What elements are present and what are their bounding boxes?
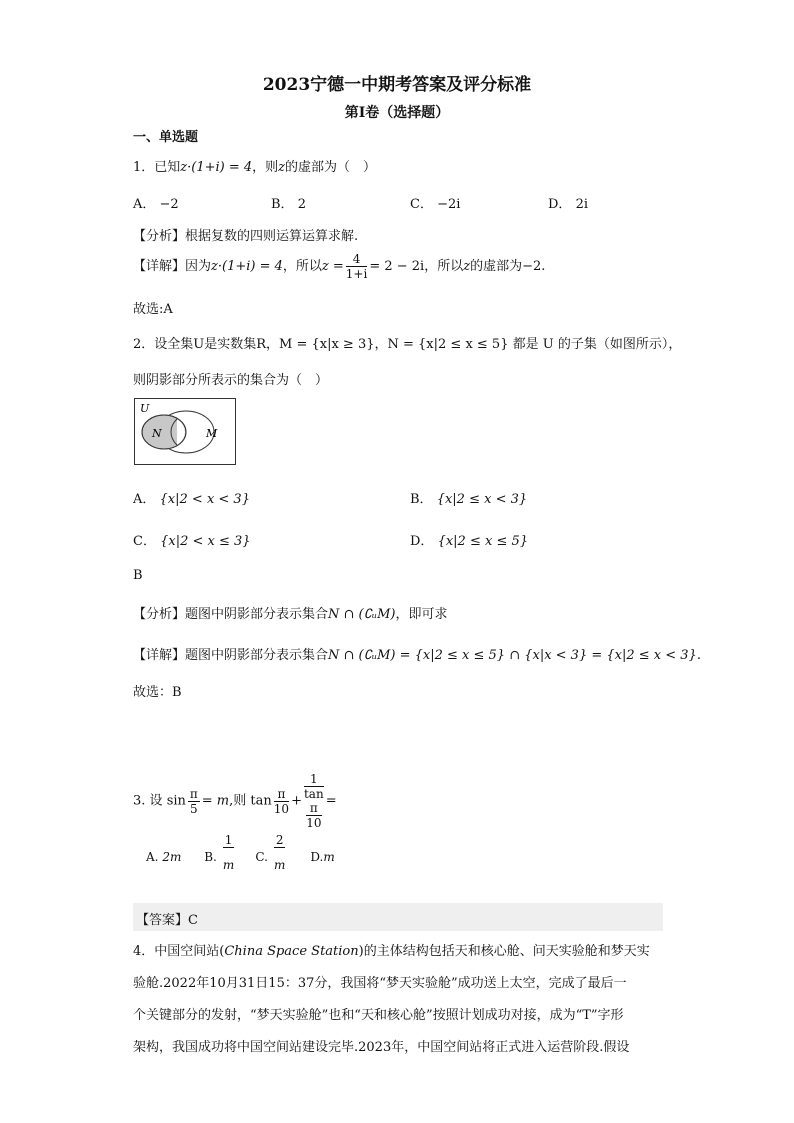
fraction-numerator: 4: [346, 252, 368, 267]
q3-option-d: [310, 850, 334, 864]
q3-answer: 【答案】C: [136, 913, 198, 928]
q4-line2: 验舱.2022年10月31日15：37分，我国将“梦天实验舱”成功送上太空，完成了最后一: [133, 976, 627, 991]
q4-line4: 架构，我国成功将中国空间站建设完毕.2023年，中国空间站将正式进入运营阶段.假设: [133, 1040, 630, 1055]
q2-analysis-suffix: ，即可求: [395, 607, 448, 622]
q3-eq-m: = m: [201, 793, 230, 809]
q1-stem-variable: z: [278, 160, 286, 175]
venn-label-n: N: [152, 427, 162, 440]
fraction-numerator: 1: [304, 772, 324, 787]
option-text: {x|2 ≤ x ≤ 5}: [437, 534, 529, 549]
fraction-denominator: 5: [190, 801, 198, 816]
fraction-denominator: [304, 787, 324, 830]
q2-detail-prefix: 【详解】题图中阴影部分表示集合: [133, 648, 329, 663]
option-text: 2m: [162, 850, 182, 864]
fraction-denominator: m: [222, 858, 235, 872]
q1-analysis: 【分析】根据复数的四则运算运算求解.: [133, 229, 359, 244]
q2-option-c: [133, 530, 251, 549]
option-text: 2: [297, 197, 306, 212]
option-letter: B．: [410, 492, 433, 507]
q3-plus: +: [291, 793, 302, 809]
q3-then: ,则: [229, 793, 247, 809]
q2-detail-expression: N ∩ (∁ᵤM) = {x|2 ≤ x ≤ 5} ∩ {x|x < 3} = {x|2 ≤ x < 3}.: [328, 648, 701, 663]
section-heading: 一、单选题: [133, 130, 199, 145]
option-letter: D．: [548, 197, 572, 212]
q1-option-d: [548, 193, 588, 212]
option-text: m: [323, 850, 335, 864]
option-letter: C．: [410, 197, 433, 212]
q3-option-a: [146, 850, 181, 864]
q3-stem-prefix: 3. 设: [133, 793, 163, 809]
q2-stem-line2: 则阴影部分所表示的集合为（ ）: [133, 373, 329, 388]
option-letter: C.: [255, 850, 268, 864]
q3-equals: =: [325, 793, 337, 809]
q4-line1: [133, 940, 650, 959]
q3-tan-den: tan: [303, 787, 324, 801]
q3-options: [146, 833, 335, 882]
q1-detail-mid2: ，所以: [424, 259, 464, 274]
q1-detail-prefix: 【详解】因为: [133, 259, 212, 274]
fraction-numerator: π: [274, 787, 289, 802]
q2-analysis-prefix: 【分析】题图中阴影部分表示集合: [133, 607, 329, 622]
q4-line3: 个关键部分的发射，“梦天实验舱”也和“天和核心舱”按照计划成功对接，成为“T”字形: [133, 1008, 624, 1023]
q1-option-a: [133, 193, 179, 212]
q4-line1-italic: China Space Station: [224, 944, 359, 959]
q3-stem: [133, 772, 337, 830]
q3-option-c: [255, 833, 287, 872]
fraction-numerator: π: [306, 801, 322, 816]
q1-detail-fraction: [346, 252, 368, 281]
q1-detail-suffix: 的虚部为−2.: [470, 259, 546, 274]
q1-detail-mid: ，所以: [282, 259, 322, 274]
q3-pi-over-10-inner: [306, 801, 322, 830]
q2-detail: [133, 644, 701, 663]
option-letter: C．: [133, 534, 156, 549]
fraction-denominator: 10: [273, 801, 290, 816]
q1-stem-expression: z·(1+i) = 4: [180, 160, 253, 175]
option-letter: A．: [133, 492, 156, 507]
q3-pi-over-10: [274, 787, 289, 816]
q3-tan: tan: [250, 793, 272, 809]
fraction-numerator: 2: [275, 833, 284, 847]
q4-line1-prefix: 4．中国空间站(: [133, 944, 225, 959]
q2-option-a: [133, 488, 250, 507]
q1-stem: [133, 156, 376, 175]
q3-pi-over-5: [188, 787, 200, 816]
q1-detail-z: z =: [321, 259, 344, 274]
q2-answer: B: [133, 568, 143, 583]
q4-line1-suffix: )的主体结构包括天和核心舱、问天实验舱和梦天实: [358, 944, 650, 959]
q2-option-d: [410, 530, 528, 549]
answer-highlight-bar: [133, 903, 663, 931]
q1-option-b: [271, 193, 306, 212]
fraction-denominator: 10: [306, 816, 322, 830]
q2-stem-line1: 2．设全集U是实数集R，M = {x|x ≥ 3}，N = {x|2 ≤ x ≤ 5} 都是 U 的子集（如图所示），: [133, 337, 682, 352]
q2-analysis-expression: N ∩ (∁ᵤM): [328, 607, 396, 622]
fraction-numerator: 1: [224, 833, 233, 847]
fraction-denominator: m: [273, 858, 286, 872]
option-letter: A.: [146, 850, 159, 864]
option-text: −2: [159, 197, 179, 212]
option-letter: D.: [310, 850, 324, 864]
q3-sin: sin: [166, 793, 186, 809]
q3-option-b: [204, 833, 236, 872]
q2-option-b: [410, 488, 527, 507]
option-letter: B.: [204, 850, 217, 864]
venn-label-u: U: [140, 402, 150, 415]
option-text: {x|2 < x < 3}: [159, 492, 250, 507]
option-fraction: [274, 833, 286, 882]
option-letter: B．: [271, 197, 294, 212]
option-letter: D．: [410, 534, 434, 549]
venn-diagram: [134, 398, 237, 466]
q2-choose: 故选：B: [133, 685, 182, 700]
q1-option-c: [410, 193, 460, 212]
option-text: −2i: [437, 197, 461, 212]
option-fraction: [223, 833, 235, 882]
q1-detail-expression: z·(1+i) = 4: [211, 259, 283, 274]
q1-detail: [133, 252, 545, 282]
q1-choose: 故选:A: [133, 302, 173, 317]
q1-detail-result: = 2 − 2i: [369, 259, 425, 274]
q2-analysis: [133, 603, 447, 622]
fraction-numerator: π: [189, 786, 198, 801]
page-subtitle: 第I卷（选择题）: [344, 105, 450, 121]
option-letter: A．: [133, 197, 156, 212]
q1-detail-variable: z: [463, 259, 471, 274]
option-text: {x|2 ≤ x < 3}: [436, 492, 528, 507]
fraction-denominator: 1+i: [345, 267, 368, 281]
page-title: 2023宁德一中期考答案及评分标准: [262, 75, 532, 95]
option-text: {x|2 < x ≤ 3}: [160, 534, 251, 549]
q3-reciprocal-fraction: [304, 772, 324, 830]
q1-stem-prefix: 1．已知: [133, 160, 181, 175]
q1-stem-suffix: 的虚部为（ ）: [285, 160, 377, 175]
venn-label-m: M: [206, 427, 218, 440]
q1-stem-mid: ，则: [252, 160, 279, 175]
option-text: 2i: [575, 197, 589, 212]
